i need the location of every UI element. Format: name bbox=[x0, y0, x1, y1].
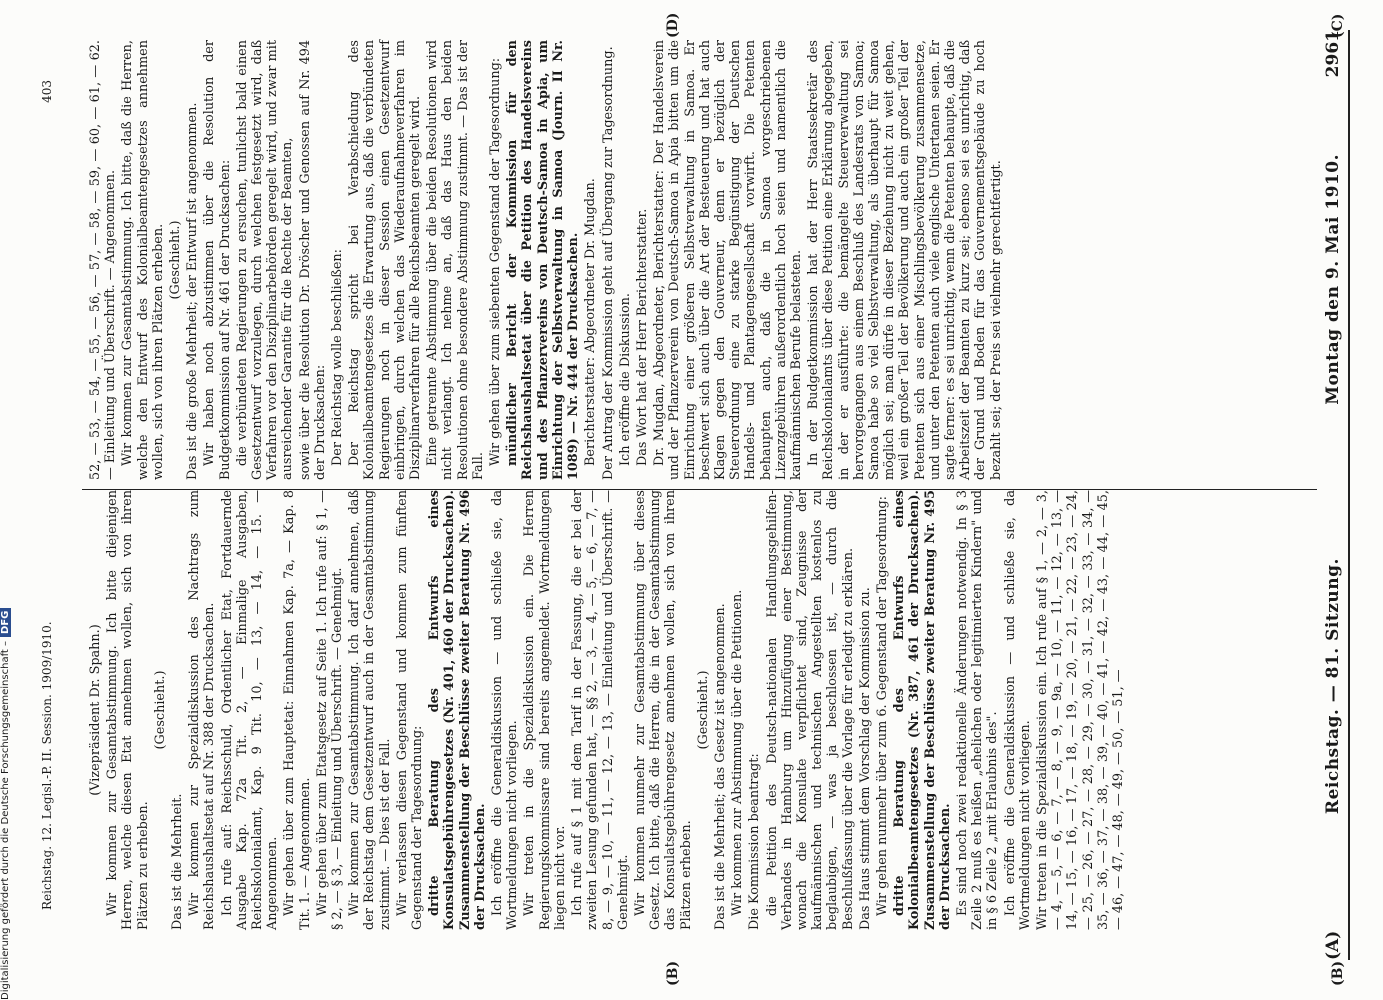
paragraph: Wir gehen nunmehr über zum 6. Gegenstand der Tagesordnung: bbox=[874, 496, 890, 916]
header-title-left: Reichstag. — 81. Sitzung. bbox=[1323, 558, 1343, 815]
paragraph: Das ist die Mehrheit; das Gesetz ist angenommen. bbox=[712, 603, 728, 930]
dfg-sidebar-text: Digitalisierung gefördert durch die Deutsche Forschungsgemeinschaft – bbox=[0, 640, 11, 1000]
paragraph: Ich eröffne die Diskussion. bbox=[617, 293, 633, 466]
paragraph: Wir treten in die Spezialdiskussion ein. Die Herren Regierungskommissare sind bereits angemeldet. Wortmeldungen liegen nicht vor. bbox=[522, 490, 568, 930]
paragraph: Ich eröffne die Generaldiskussion — und schließe sie, da Wortmeldungen nicht vorliegen. bbox=[1002, 490, 1033, 930]
paragraph: Dr. Mugdan, Abgeordneter, Berichterstatter: Der Handelsverein und der Pflanzerverein von Deutsch-Samoa in Apia bitten um die Einrichtung einer größeren Selbstverwaltung in Samoa. Er beschwert sich auch über die Art der Besteuerung und hat auch Klagen gegen den Gouverneur, denn er bezüglich der Steuerordnung eine zu starke Begünstigung der Deutschen Handels- und Plantagengesellschaft vorwirft. Die Petenten behaupten auch, daß die in Samoa vorgeschriebenen Lizenzgebühren außerordentlich hoch seien und namentlich die kaufmännischen Berufe belasteten. bbox=[652, 40, 804, 480]
column-right bbox=[88, 40, 1343, 480]
paragraph: (Geschieht.) bbox=[168, 220, 184, 300]
paragraph: Wir kommen zur Gesamtabstimmung. Ich bitte, daß die Herren, welche den Entwurf des Kolonialbeamtengesetzes annehmen wollen, sich von ihren Plätzen erheben. bbox=[120, 40, 166, 480]
margin-mark-b-left: (B) bbox=[1330, 960, 1346, 986]
paragraph: Berichterstatter: Abgeordneter Dr. Mugdan. bbox=[583, 178, 599, 466]
paragraph: Der Reichstag wolle beschließen: bbox=[330, 249, 346, 466]
column-left bbox=[88, 490, 1343, 930]
header-rule bbox=[1348, 30, 1350, 960]
margin-mark-b: (B) bbox=[665, 960, 681, 986]
paragraph: mündlicher Bericht der Kommission für den Reichshaushaltsetat über die Petition des Handelsvereins und des Pflanzervereins von Deutsch-Samoa in Apia, um Einrichtung der Selbstverwaltung in Samoa (Journ. II Nr. 1089) — Nr. 444 der Drucksachen. bbox=[505, 40, 582, 480]
paragraph: Der Reichstag spricht bei Verabschiedung des Kolonialbeamtengesetzes die Erwartung aus, daß die verbündeten Regierungen noch in dieser Session einen Gesetzentwurf einbringen, durch welchen das Wiederaufnahmeverfahren im Disziplinarverfahren für alle Reichsbeamten geregelt wird. bbox=[347, 40, 424, 480]
paragraph: sowie über die Resolution Dr. Dröscher und Genossen auf Nr. 494 der Drucksachen: bbox=[297, 40, 328, 480]
footer-page-number: 403 bbox=[40, 80, 54, 103]
paragraph: Wir kommen zur Gesamtabstimmung. Ich bitte diejenigen Herren, welche diesen Etat annehmen wollen, sich von ihren Plätzen zu erheben. bbox=[105, 490, 151, 930]
paragraph: 52, — 53, — 54, — 55, — 56, — 57, — 58, — 59, — 60, — 61, — 62. — Einleitung und Überschrift. — Angenommen. bbox=[88, 40, 119, 480]
paragraph: (Vizepräsident Dr. Spahn.) bbox=[88, 624, 103, 796]
paragraph: Wir gehen über zum Etatsgesetz auf Seite 1. Ich rufe auf: § 1, — § 2, — § 3, — Einleitung und Überschrift. — Genehmigt. bbox=[314, 490, 346, 930]
paragraph: Das ist die große Mehrheit; der Entwurf ist angenommen. bbox=[185, 102, 201, 480]
column-divider bbox=[82, 489, 1317, 490]
paragraph: (Geschieht.) bbox=[695, 670, 711, 750]
header-title-right: Montag den 9. Mai 1910. bbox=[1323, 153, 1343, 405]
paragraph: In der Budgetkommission hat der Herr Staatssekretär des Reichskolonialamts über diese Petition eine Erklärung abgegeben, in der er ausführte: die bemängelte Steuerverwaltung sei hervorgegangen aus einem Beschluß des Landesrats von Samoa; Samoa habe so viel Selbstverwaltung, als überhaupt für Samoa möglich sei; man dürfe in dieser Beziehung nicht zu weit gehen, weil ein großer Teil der Bevölkerung und auch ein großer Teil der Petenten sich aus einer Mischlingsbevölkerung zusammensetze, und unter den Petenten auch viele englische Untertanen seien. Er sagte ferner: es sei unrichtig, wenn die Petenten behaupte, daß die Arbeitszeit der Beamten zu kurz sei; ebenso sei es unrichtig, daß der Grund und Boden für das Gouvernementsgebäude zu hoch bezahlt sei; der Preis sei vielmehr gerechtfertigt. bbox=[806, 40, 1004, 480]
paragraph: Das Wort hat der Herr Berichterstatter. bbox=[634, 208, 650, 466]
paragraph: Der Antrag der Kommission geht auf Übergang zur Tagesordnung. bbox=[600, 46, 616, 480]
paragraph: Eine getrennte Abstimmung über die beiden Resolutionen wird nicht verlangt. Ich nehme an, daß das Haus den beiden Resolutionen ohne besondere Abstimmung zustimmt. — Das ist der Fall. bbox=[425, 40, 486, 480]
paragraph: Ich rufe auf: Reichsschuld, Ordentlicher Etat, Fortdauernde Ausgabe Kap. 72a Tit. 2, — Einmalige Ausgaben, Reichskolonialamt, Kap. 9 Tit. 10, — 13, — 14, — 15. — Angenommen. bbox=[219, 490, 281, 930]
paragraph: Ich rufe auf § 1 mit dem Tarif in der Fassung, die er bei der zweiten Lesung gefunden hat, — §§ 2, — 3, — 4, — 5, — 6, — 7, — 8, — 9, — 10, — 11, — 12, — 13, — Einleitung und Überschrift. — Genehmigt. bbox=[570, 490, 631, 930]
paragraph: Wir kommen zur Gesamtabstimmung. Ich darf annehmen, daß der Reichstag dem Gesetzentwurf auch in der Gesamtabstimmung zustimmt. — Dies ist der Fall. bbox=[347, 490, 393, 930]
footer-left: Reichstag. 12. Legisl.-P. II. Session. 1909/1910. bbox=[40, 621, 54, 910]
header-left-marker: (A) bbox=[1323, 930, 1343, 960]
paragraph: dritte Beratung des Entwurfs eines Konsulatsgebührengesetzes (Nr. 401, 460 der Drucksachen). Zusammenstellung der Beschlüsse zweiter Beratung Nr. 496 der Drucksachen. bbox=[427, 490, 488, 930]
paragraph: Wir haben noch abzustimmen über die Resolution der Budgetkommission auf Nr. 461 der Drucksachen: bbox=[202, 40, 233, 480]
paragraph: Wir gehen über zum siebenten Gegenstand der Tagesordnung: bbox=[488, 57, 504, 466]
margin-mark-d: (D) bbox=[665, 12, 681, 38]
paragraph: (Geschieht.) bbox=[152, 670, 168, 750]
dfg-sidebar bbox=[0, 500, 14, 1000]
paragraph: die verbündeten Regierungen zu ersuchen, tunlichst bald einen Gesetzentwurf vorzulegen, durch welchen festgesetzt wird, daß Verfahren vor den Disziplinarbehörden geregelt wird, und zwar mit ausreichender Garantie für die Rechte der Beamten, bbox=[234, 40, 296, 480]
paragraph: Wir treten in die Spezialdiskussion ein. Ich rufe auf § 1, — 2, — 3, — 4, — 5, — 6, — 7, — 8, — 9, — 9a, — 10, — 11, — 12, — 13, — 14, — 15, — 16, — 17, — 18, — 19, — 20, — 21, — 22, — 23, — 24, — 25, — 26, — 27, — 28, — 29, — 30, — 31, — 32, — 33, — 34, — 35, — 36, — 37, — 38, — 39, — 40, — 41, — 42, — 43, — 44, — 45, — 46, — 47, — 48, — 49, — 50, — 51, — bbox=[1034, 490, 1126, 930]
margin-mark-c: (C) bbox=[1330, 13, 1346, 38]
paragraph: Wir kommen nunmehr zur Gesamtabstimmung über dieses Gesetz. Ich bitte, daß die Herren, die in der Gesamtabstimmung das Konsulatsgebührengesetz annehmen wollen, sich von ihren Plätzen erheben. bbox=[632, 490, 694, 930]
paragraph: Wir gehen über zum Hauptetat: Einnahmen Kap. 7a, — Kap. 8 Tit. 1. — Angenommen. bbox=[282, 490, 313, 930]
paragraph: Es sind noch zwei redaktionelle Änderungen notwendig. In § 3 Zeile 2 muß es heißen „ehelichen oder legitimierten Kindern" und in § 6 Zeile 2 „mit Erlaubnis des". bbox=[954, 490, 1001, 930]
dfg-logo-icon: DFG bbox=[0, 608, 11, 637]
paragraph: Das ist die Mehrheit. bbox=[170, 793, 186, 930]
paragraph: dritte Beratung des Entwurfs eines Kolonialbeamtengesetzes (Nr. 387, 461 der Drucksachen). Zusammenstellung der Beschlüsse zweiter Beratung Nr. 495 der Drucksachen. bbox=[892, 490, 953, 930]
paragraph: Wir kommen zur Abstimmung über die Petitionen. bbox=[730, 589, 746, 916]
paragraph: Das Haus stimmt dem Vorschlag der Kommission zu. bbox=[857, 587, 873, 930]
paragraph: Wir kommen zur Spezialdiskussion des Nachtrags zum Reichshaushaltsetat auf Nr. 388 der Drucksachen. bbox=[187, 490, 218, 930]
paragraph: Ich eröffne die Generaldiskussion — und schließe sie, da Wortmeldungen nicht vorliegen. bbox=[490, 490, 521, 930]
paragraph: die Petition des Deutsch-nationalen Handlungsgehilfen-Verbandes in Hamburg um Hinzufügung einer Bestimmung, wonach die Konsulate verpflichtet sind, Zeugnisse der kaufmännischen und technischen Angestellten kostenlos zu beglaubigen, — was ja beschlossen ist, — durch die Beschlußfassung über die Vorlage für erledigt zu erklären. bbox=[764, 490, 856, 930]
paragraph: Wir verlassen diesen Gegenstand und kommen zum fünften Gegenstand der Tagesordnung: bbox=[394, 490, 426, 930]
header-page-number: 2961 bbox=[1323, 29, 1343, 78]
paragraph: Die Kommission beantragt: bbox=[747, 753, 763, 930]
